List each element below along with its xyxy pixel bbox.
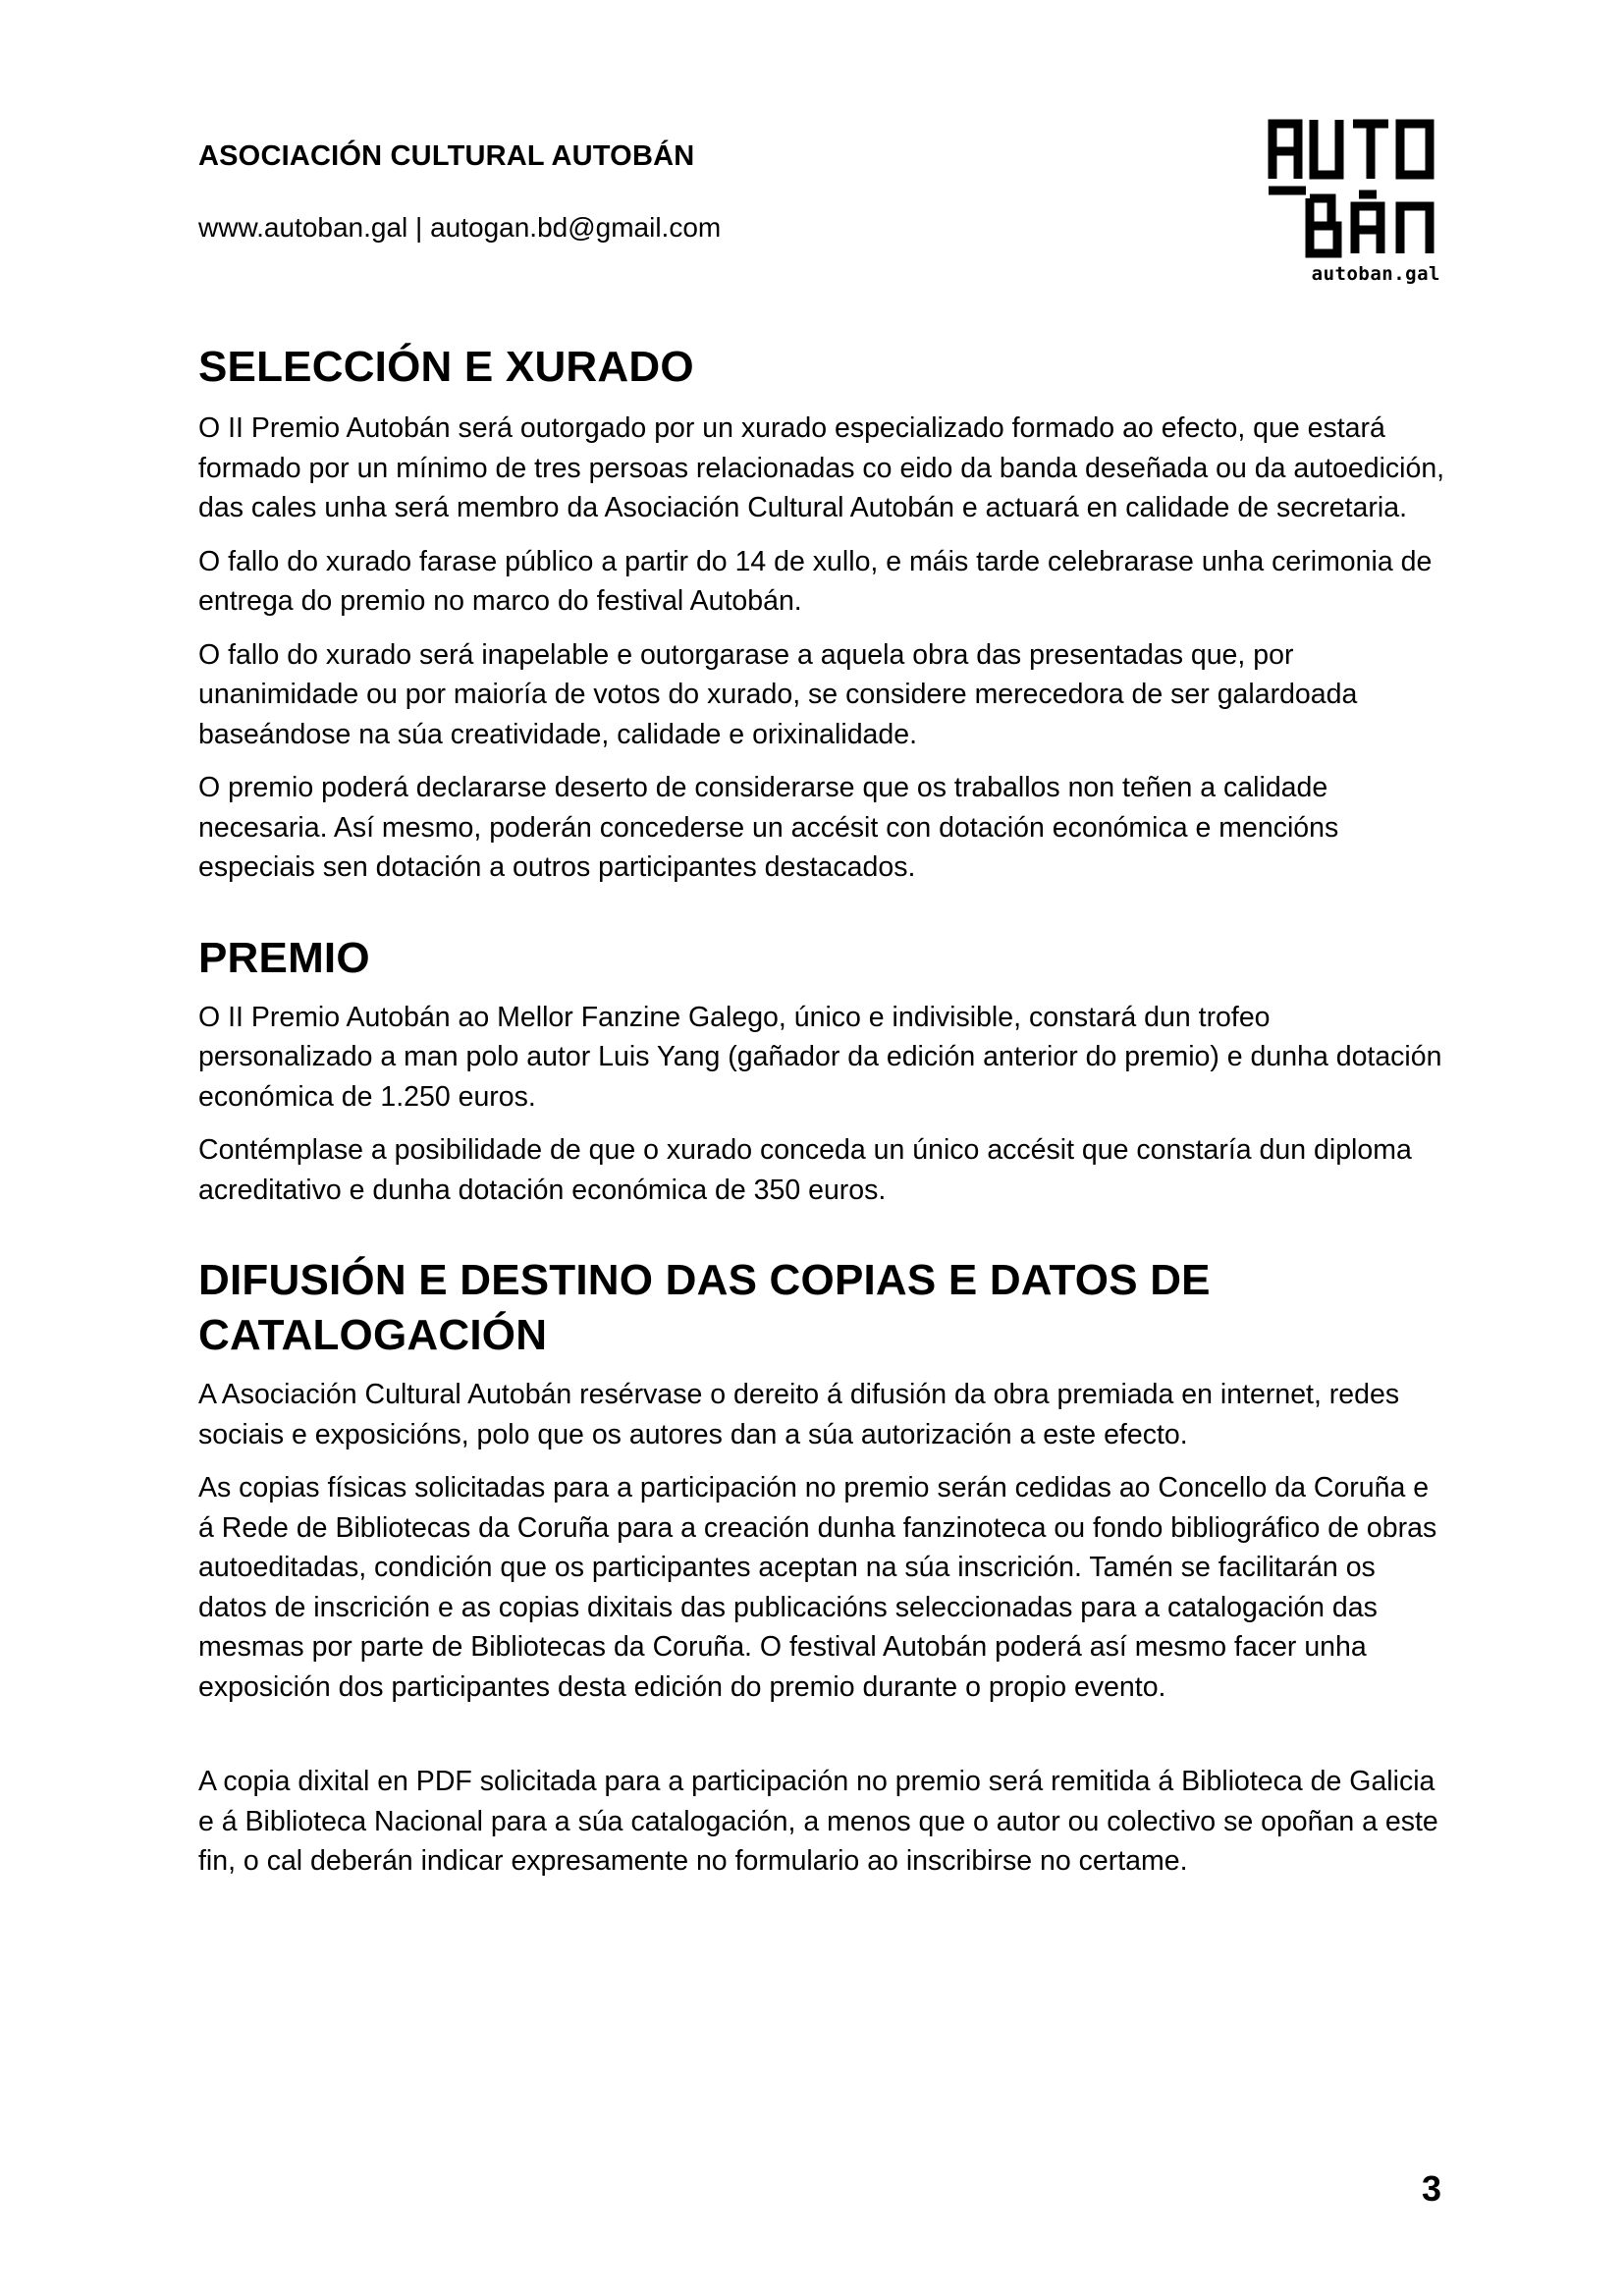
paragraph: A Asociación Cultural Autobán resérvase o dereito á difusión da obra premiada en internet, redes sociais e exposicións, polo que os autores dan a súa autorización a este efecto. xyxy=(198,1379,1400,1450)
paragraph: Contémplase a posibilidade de que o xurado conceda un único accésit que constaría dun diploma acreditativo e dunha dotación económica de 350 euros. xyxy=(198,1134,1412,1206)
organization-name: ASOCIACIÓN CULTURAL AUTOBÁN xyxy=(198,140,695,172)
paragraph: As copias físicas solicitadas para a participación no premio serán cedidas ao Concello da Coruña e á Rede de Bibliotecas da Coruña para a creación dunha fanzinoteca ou fondo bibliográfico de obras autoeditadas, condición que os participantes aceptan na súa inscrición. Tamén se facilitarán os datos de inscrición e as copias dixitais das publicacións seleccionadas para a catalogación das mesmas por parte de Bibliotecas da Coruña. O festival Autobán poderá así mesmo facer unha exposición dos participantes desta edición do premio durante o propio evento. xyxy=(198,1472,1437,1703)
paragraph: O premio poderá declararse deserto de considerarse que os traballos non teñen a calidade necesaria. Así mesmo, poderán concederse un accésit con dotación económica e mencións especiais sen dotación a outros participantes destacados. xyxy=(198,772,1339,883)
paragraph: O fallo do xurado será inapelable e outorgarase a aquela obra das presentadas que, por unanimidade ou por maioría de votos do xurado, se considere merecedora de ser galardoada baseándose na súa creatividade, calidade e orixinalidade. xyxy=(198,638,1358,750)
paragraph: A copia dixital en PDF solicitada para a participación no premio será remitida á Biblioteca de Galicia e á Biblioteca Nacional para a súa catalogación, a menos que o autor ou colectivo se opoñan a este fin, o cal deberán indicar expresamente no formulario ao inscribirse no certame. xyxy=(198,1766,1438,1877)
section-premio xyxy=(198,931,1445,1211)
autoban-logo-mark xyxy=(1267,116,1439,261)
paragraph: O II Premio Autobán será outorgado por un xurado especializado formado ao efecto, que estará formado por un mínimo de tres persoas relacionadas co eido da banda deseñada ou da autoedición, das cales unha será membro da Asociación Cultural Autobán e actuará en calidade de secretaria. xyxy=(198,412,1445,523)
section-heading: SELECCIÓN E XURADO xyxy=(198,343,694,391)
section-seleccion-xurado xyxy=(198,340,1445,888)
section-heading: PREMIO xyxy=(198,933,370,982)
autoban-logo xyxy=(1267,116,1439,288)
paragraph: O II Premio Autobán ao Mellor Fanzine Galego, único e indivisible, constará dun trofeo personalizado a man polo autor Luis Yang (gañador da edición anterior do premio) e dunha dotación económica de 1.250 euros. xyxy=(198,1001,1442,1113)
paragraph: O fallo do xurado farase público a partir do 14 de xullo, e máis tarde celebrarase unha cerimonia de entrega do premio no marco do festival Autobán. xyxy=(198,545,1433,617)
organization-contact: www.autoban.gal | autogan.bd@gmail.com xyxy=(198,212,722,243)
document-body xyxy=(198,340,1445,1882)
section-heading: DIFUSIÓN E DESTINO DAS COPIAS E DATOS DE CATALOGACIÓN xyxy=(198,1256,1211,1359)
logo-caption: autoban.gal xyxy=(1311,263,1440,285)
section-difusion xyxy=(198,1253,1445,1882)
page-number: 3 xyxy=(1421,2168,1441,2209)
